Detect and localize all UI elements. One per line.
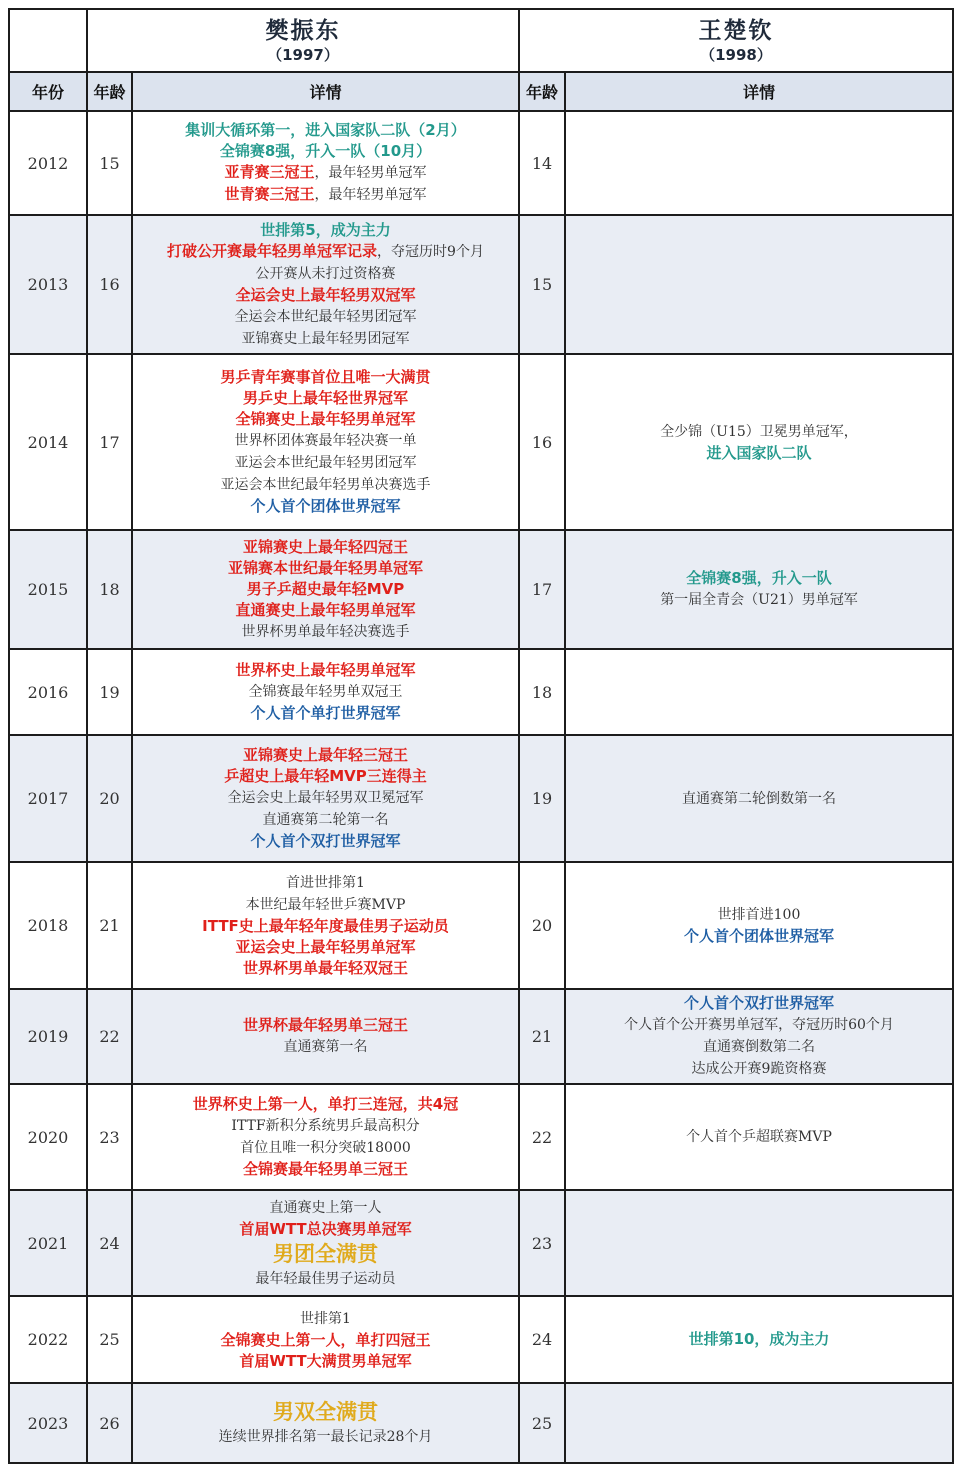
table-row	[9, 862, 953, 989]
detail-line	[133, 809, 518, 831]
table-row	[9, 735, 953, 862]
age-cell-p1: 16	[87, 215, 132, 354]
column-header-age-p2: 年龄	[519, 72, 565, 111]
detail-line	[566, 993, 952, 1014]
detail-text: 个人首个双打世界冠军	[250, 832, 401, 850]
detail-line	[133, 184, 518, 206]
detail-line	[133, 787, 518, 809]
detail-text: ，最年轻男单冠军	[314, 165, 427, 181]
table-row	[9, 1190, 953, 1296]
detail-line	[133, 241, 518, 263]
detail-line	[133, 367, 518, 388]
detail-text: ITTF新积分系统男乒最高积分	[231, 1118, 420, 1134]
detail-text: 亚锦赛史上最年轻四冠王	[242, 537, 408, 556]
detail-text: 世排首进100	[717, 907, 801, 923]
detail-text: 男团全满贯	[273, 1241, 378, 1266]
detail-text: 世界杯男单最年轻双冠王	[242, 959, 408, 977]
detail-line	[133, 1015, 518, 1036]
detail-line	[133, 1268, 518, 1290]
detail-line	[566, 926, 952, 947]
year-cell: 2018	[9, 862, 87, 989]
age-cell-p2: 16	[519, 354, 565, 530]
detail-text: 全运会史上最年轻男双卫冕冠军	[227, 790, 424, 806]
detail-line	[133, 745, 518, 766]
detail-text: 世界杯史上第一人，单打三连冠，共4冠	[192, 1095, 459, 1113]
detail-text: 亚运会本世纪最年轻男单决赛选手	[220, 477, 431, 493]
detail-text: ITTF史上最年轻年度最佳男子运动员	[202, 917, 449, 935]
detail-text: 个人首个乒超联赛MVP	[686, 1129, 832, 1145]
age-cell-p1: 17	[87, 354, 132, 530]
detail-text: 直通赛第二轮第一名	[262, 812, 389, 828]
year-cell: 2012	[9, 111, 87, 215]
detail-line	[133, 496, 518, 517]
detail-line	[133, 894, 518, 916]
detail-line	[133, 328, 518, 350]
detail-line	[566, 1126, 952, 1148]
age-cell-p1: 26	[87, 1383, 132, 1463]
detail-line	[133, 537, 518, 558]
detail-text: 个人首个双打世界冠军	[683, 994, 834, 1012]
detail-cell-p2	[565, 354, 953, 530]
year-cell: 2023	[9, 1383, 87, 1463]
detail-text: 亚青赛三冠王	[224, 163, 315, 181]
detail-line	[133, 1197, 518, 1219]
detail-text: 达成公开赛9跪资格赛	[691, 1061, 827, 1077]
detail-cell-p2	[565, 735, 953, 862]
year-cell: 2020	[9, 1084, 87, 1190]
career-table	[8, 8, 954, 1464]
detail-line	[133, 916, 518, 937]
detail-line	[133, 1308, 518, 1330]
detail-text: 世排第1	[300, 1310, 351, 1327]
detail-line	[133, 766, 518, 787]
detail-cell-p1	[132, 649, 519, 735]
detail-text: 首届WTT大满贯男单冠军	[239, 1351, 412, 1370]
detail-cell-p2	[565, 530, 953, 649]
detail-line	[566, 1058, 952, 1080]
player1-birth-year: （1997）	[267, 45, 339, 64]
detail-line	[133, 681, 518, 703]
detail-text: 亚锦赛史上最年轻三冠王	[242, 746, 408, 764]
detail-text: 连续世界排名第一最长记录28个月	[218, 1429, 433, 1445]
column-header-year: 年份	[9, 72, 87, 111]
age-cell-p2: 14	[519, 111, 565, 215]
table-row	[9, 111, 953, 215]
detail-cell-p1	[132, 862, 519, 989]
detail-text: 亚运会史上最年轻男单冠军	[235, 938, 416, 956]
detail-line	[133, 263, 518, 285]
detail-line	[566, 788, 952, 810]
detail-line	[133, 162, 518, 184]
table-row	[9, 1383, 953, 1463]
detail-text: 世排第10，成为主力	[688, 1330, 830, 1348]
detail-line	[566, 1036, 952, 1058]
year-cell: 2021	[9, 1190, 87, 1296]
detail-text: 直通赛史上最年轻男单冠军	[235, 600, 416, 619]
detail-line	[133, 220, 518, 241]
column-header-age-p1: 年龄	[87, 72, 132, 111]
header-corner	[9, 9, 87, 72]
detail-text: 全锦赛最年轻男单三冠王	[242, 1160, 408, 1178]
detail-text: ，夺冠历时9个月	[377, 243, 484, 260]
detail-cell-p1	[132, 989, 519, 1084]
detail-line	[133, 1240, 518, 1268]
year-cell: 2016	[9, 649, 87, 735]
detail-cell-p2	[565, 1190, 953, 1296]
detail-text: 全锦赛最年轻男单双冠王	[248, 684, 403, 700]
player2-name: 王楚钦	[698, 17, 774, 44]
detail-text: 亚锦赛本世纪最年轻男单冠军	[227, 558, 423, 577]
detail-text: 世界杯男单最年轻决赛选手	[241, 623, 410, 640]
detail-line	[133, 558, 518, 579]
detail-text: 公开赛从未打过资格赛	[255, 265, 396, 282]
age-cell-p2: 21	[519, 989, 565, 1084]
detail-text: 全锦赛8强，升入一队	[686, 569, 832, 587]
detail-text: 世界杯史上最年轻男单冠军	[235, 661, 416, 679]
detail-text: 进入国家队二队	[706, 443, 812, 462]
detail-cell-p1	[132, 1383, 519, 1463]
age-cell-p1: 19	[87, 649, 132, 735]
year-cell: 2017	[9, 735, 87, 862]
age-cell-p1: 21	[87, 862, 132, 989]
detail-line	[133, 1351, 518, 1372]
detail-line	[133, 388, 518, 409]
detail-cell-p2	[565, 649, 953, 735]
detail-line	[133, 1094, 518, 1115]
detail-line	[133, 1426, 518, 1448]
age-cell-p1: 22	[87, 989, 132, 1084]
detail-text: 男乒青年赛事首位且唯一大满贯	[220, 368, 431, 386]
table-row	[9, 530, 953, 649]
detail-cell-p2	[565, 1296, 953, 1383]
age-cell-p1: 25	[87, 1296, 132, 1383]
header-columns-row	[9, 72, 953, 111]
age-cell-p2: 20	[519, 862, 565, 989]
detail-line	[133, 872, 518, 894]
header-players-row	[9, 9, 953, 72]
table-row	[9, 1084, 953, 1190]
detail-line	[133, 409, 518, 430]
player2-header	[519, 9, 953, 72]
detail-cell-p2	[565, 215, 953, 354]
detail-text: 全锦赛史上第一人，单打四冠王	[220, 1330, 431, 1349]
detail-cell-p2	[565, 862, 953, 989]
table-row	[9, 215, 953, 354]
detail-text: 个人首个团体世界冠军	[683, 927, 834, 945]
detail-line	[133, 958, 518, 979]
detail-line	[133, 430, 518, 452]
player2-birth-year: （1998）	[700, 45, 772, 64]
detail-text: ，最年轻男单冠军	[314, 187, 427, 203]
detail-text: 男乒史上最年轻世界冠军	[242, 389, 408, 407]
year-cell: 2022	[9, 1296, 87, 1383]
detail-line	[566, 421, 952, 443]
age-cell-p1: 23	[87, 1084, 132, 1190]
detail-line	[133, 1036, 518, 1058]
detail-cell-p1	[132, 111, 519, 215]
detail-line	[566, 904, 952, 926]
detail-line	[133, 452, 518, 474]
year-cell: 2013	[9, 215, 87, 354]
detail-text: 乒超史上最年轻MVP三连得主	[224, 767, 427, 785]
detail-line	[133, 1137, 518, 1159]
detail-cell-p1	[132, 530, 519, 649]
detail-text: 世界杯团体赛最年轻决赛一单	[234, 433, 417, 449]
detail-line	[133, 660, 518, 681]
detail-cell-p1	[132, 1190, 519, 1296]
detail-line	[133, 579, 518, 600]
detail-line	[133, 474, 518, 496]
detail-text: 全锦赛史上最年轻男单冠军	[235, 410, 416, 428]
detail-line	[133, 141, 518, 162]
detail-text: 第一届全青会（U21）男单冠军	[660, 592, 858, 608]
detail-text: 首进世排第1	[286, 875, 365, 891]
detail-cell-p1	[132, 1296, 519, 1383]
detail-text: 本世纪最年轻世乒赛MVP	[245, 897, 406, 913]
table-row	[9, 354, 953, 530]
detail-text: 直通赛第二轮倒数第一名	[682, 790, 836, 807]
detail-text: 打破公开赛最年轻男单冠军记录	[167, 241, 378, 260]
detail-text: 集训大循环第一，进入国家队二队（2月）	[185, 121, 466, 139]
detail-text: 直通赛史上第一人	[269, 1199, 382, 1216]
detail-line	[566, 443, 952, 464]
detail-line	[133, 831, 518, 852]
player1-header	[87, 9, 519, 72]
detail-text: 世排第5，成为主力	[260, 220, 391, 239]
player1-name: 樊振东	[265, 17, 341, 44]
table-row	[9, 649, 953, 735]
detail-line	[566, 1014, 952, 1036]
detail-cell-p1	[132, 1084, 519, 1190]
detail-line	[133, 1398, 518, 1426]
detail-text: 全运会史上最年轻男双冠军	[235, 285, 416, 304]
detail-line	[133, 1219, 518, 1240]
age-cell-p1: 20	[87, 735, 132, 862]
detail-text: 全运会本世纪最年轻男团冠军	[234, 308, 417, 325]
detail-text: 全少锦（U15）卫冕男单冠军，	[660, 423, 858, 440]
age-cell-p2: 15	[519, 215, 565, 354]
age-cell-p2: 25	[519, 1383, 565, 1463]
detail-line	[133, 621, 518, 643]
detail-line	[133, 306, 518, 328]
age-cell-p2: 18	[519, 649, 565, 735]
detail-text: 男子乒超史最年轻MVP	[246, 579, 405, 598]
detail-line	[133, 285, 518, 306]
detail-text: 男双全满贯	[273, 1400, 378, 1424]
age-cell-p2: 23	[519, 1190, 565, 1296]
table-row	[9, 1296, 953, 1383]
detail-line	[133, 937, 518, 958]
detail-line	[133, 1115, 518, 1137]
detail-line	[133, 1330, 518, 1351]
detail-line	[133, 120, 518, 141]
table-row	[9, 989, 953, 1084]
year-cell: 2014	[9, 354, 87, 530]
column-header-detail-p2: 详情	[565, 72, 953, 111]
age-cell-p1: 15	[87, 111, 132, 215]
detail-text: 首届WTT总决赛男单冠军	[239, 1219, 412, 1238]
detail-text: 世界杯最年轻男单三冠王	[242, 1016, 408, 1034]
detail-cell-p1	[132, 215, 519, 354]
detail-text: 最年轻最佳男子运动员	[255, 1270, 396, 1287]
detail-text: 全锦赛8强，升入一队（10月）	[219, 142, 432, 160]
detail-text: 亚运会本世纪最年轻男团冠军	[234, 455, 417, 471]
detail-cell-p2	[565, 1084, 953, 1190]
detail-line	[566, 589, 952, 611]
comparison-table	[8, 8, 952, 1464]
detail-cell-p2	[565, 989, 953, 1084]
detail-cell-p1	[132, 735, 519, 862]
detail-cell-p1	[132, 354, 519, 530]
detail-text: 直通赛第一名	[283, 1039, 368, 1055]
detail-line	[566, 1329, 952, 1350]
detail-text: 个人首个团体世界冠军	[250, 497, 401, 515]
detail-text: 首位且唯一积分突破18000	[240, 1140, 411, 1156]
age-cell-p2: 17	[519, 530, 565, 649]
detail-line	[133, 1159, 518, 1180]
detail-cell-p2	[565, 111, 953, 215]
detail-text: 个人首个单打世界冠军	[250, 704, 401, 722]
detail-text: 亚锦赛史上最年轻男团冠军	[241, 330, 410, 347]
age-cell-p1: 24	[87, 1190, 132, 1296]
age-cell-p2: 24	[519, 1296, 565, 1383]
detail-text: 个人首个公开赛男单冠军，夺冠历时60个月	[624, 1017, 894, 1033]
detail-line	[133, 600, 518, 621]
column-header-detail-p1: 详情	[132, 72, 519, 111]
detail-text: 世青赛三冠王	[224, 185, 315, 203]
detail-cell-p2	[565, 1383, 953, 1463]
age-cell-p1: 18	[87, 530, 132, 649]
age-cell-p2: 22	[519, 1084, 565, 1190]
age-cell-p2: 19	[519, 735, 565, 862]
year-cell: 2015	[9, 530, 87, 649]
detail-text: 直通赛倒数第二名	[703, 1039, 815, 1055]
year-cell: 2019	[9, 989, 87, 1084]
detail-line	[566, 568, 952, 589]
detail-line	[133, 703, 518, 724]
